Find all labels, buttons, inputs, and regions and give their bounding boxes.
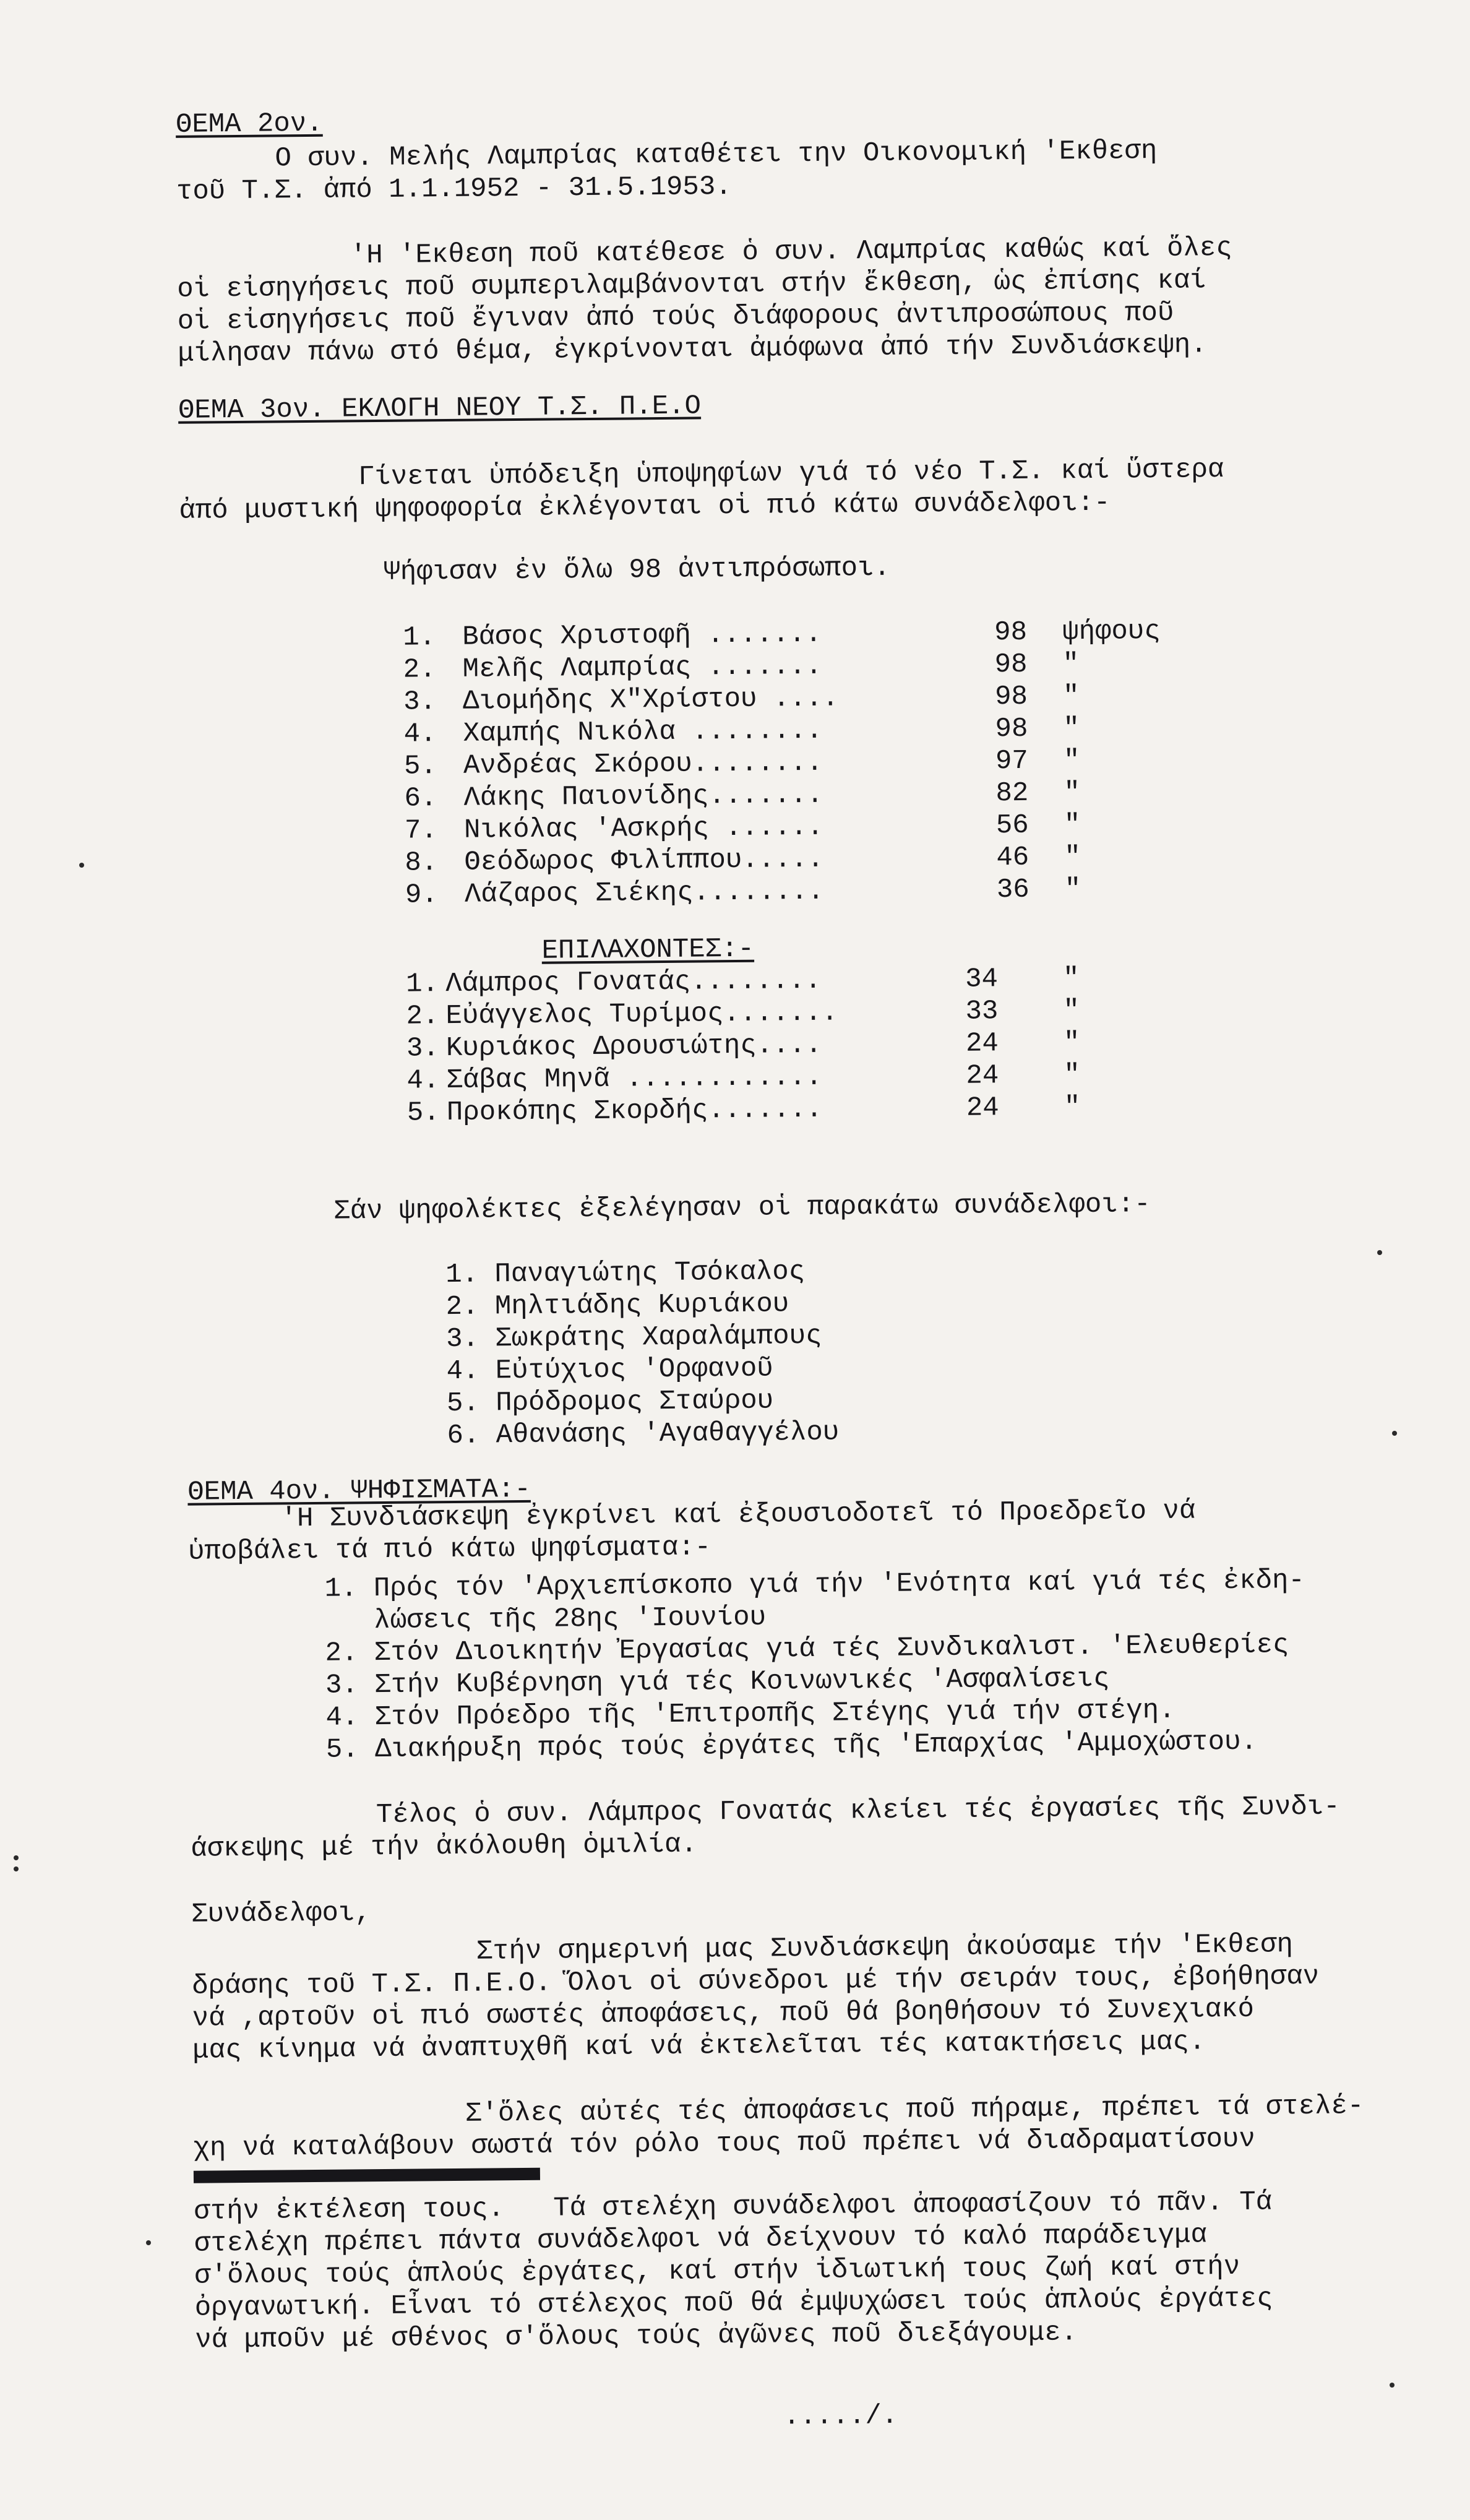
speech-3b: στελέχη πρέπει πάντα συνάδελφοι νά δείχνουν τό καλό παράδειγμα — [194, 2219, 1208, 2259]
list-item: 1. Πρός τόν 'Αρχιεπίσκοπο γιά τήν 'Ενότητα καί γιά τές ἐκδη- — [324, 1564, 1305, 1605]
speech-1a: Στήν σημερινή μας Συνδιάσκεψη ἀκούσαμε τήν 'Εκθεση — [476, 1929, 1294, 1967]
theme2-heading: ΘΕΜΑ 2ον. — [175, 108, 323, 140]
theme2-para-1: 'Η 'Εκθεση ποῦ κατέθεσε ὁ συν. Λαμπρίας καθώς καί ὅλες — [350, 232, 1232, 272]
theme2-para-3: οἱ εἰσηγήσεις ποῦ ἔγιναν ἀπό τούς διάφορους ἀντιπροσώπους ποῦ — [177, 297, 1174, 337]
salutation: Συνάδελφοι, — [191, 1897, 371, 1930]
scan-speck — [1377, 1250, 1382, 1255]
theme4-heading: ΘΕΜΑ 4ον. ΨΗΦΙΣΜΑΤΑ:- — [187, 1474, 531, 1508]
scan-speck — [79, 863, 84, 868]
list-item: 2. Εὐάγγελος Τυρίμος....... 33 " — [406, 995, 1080, 1032]
list-item: λώσεις τῆς 28ης 'Ιουνίου — [324, 1602, 767, 1637]
list-item: 5. Προκόπης Σκορδής....... 24 " — [406, 1092, 1081, 1129]
elected-list — [403, 615, 1163, 912]
list-item: 1. Παναγιώτης Τσόκαλος — [445, 1256, 806, 1291]
list-item: 5. Ανδρέας Σκόρου........ 97 " — [403, 745, 1080, 782]
speech-3c: σ'ὅλους τούς ἁπλούς ἐργάτες, καί στήν ἰδιωτική τους ζωή καί στήν — [194, 2251, 1240, 2292]
list-item: 2. Στόν Διοικητήν Ἐργασίας γιά τές Συνδικαλιστ. 'Ελευθερίες — [325, 1629, 1289, 1669]
speech-3a: στήν ἐκτέλεση τους. Τά στελέχη συνάδελφοι ἀποφασίζουν τό πᾶν. Τά — [194, 2186, 1273, 2227]
speech-1b: δράσης τοῦ Τ.Σ. Π.Ε.Ο. Ὅλοι οἱ σύνεδροι μέ τήν σειράν τους, ἐβοήθησαν — [192, 1961, 1320, 2002]
alternates-list — [406, 962, 1081, 1129]
list-item: 1. Βάσος Χριστοφῆ ....... 98 ψήφους — [403, 615, 1161, 654]
speech-1d: μας κίνημα νά ἀναπτυχθῆ καί νά ἐκτελεῖται τές κατακτήσεις μας. — [192, 2026, 1206, 2066]
speech-2b: χη νά καταλάβουν σωστά τόν ρόλο τους ποῦ πρέπει νά διαδραματίσουν — [193, 2123, 1255, 2164]
speech-2a: Σ'ὅλες αὐτές τές ἀποφάσεις ποῦ πήραμε, πρέπει τά στελέ- — [465, 2091, 1364, 2129]
theme4-intro-1: 'Η Συνδιάσκεψη ἐγκρίνει καί ἐξουσιοδοτεῖ τό Προεδρεῖο νά — [280, 1495, 1196, 1535]
list-item: 1. Λάμπρος Γονατάς........ 34 " — [405, 963, 1080, 1000]
theme2-line1: Ο συν. Μελής Λαμπρίας καταθέτει την Οικονομική 'Εκθεση — [275, 135, 1158, 175]
theme2-line2: τοῦ Τ.Σ. ἀπό 1.1.1952 - 31.5.1953. — [176, 171, 732, 207]
list-item: 9. Λάζαρος Σιέκης........ 36 " — [405, 874, 1081, 911]
theme3-para-2: ἀπό μυστική ψηφοφορία ἐκλέγονται οἱ πιό κάτω συνάδελφοι:- — [179, 487, 1111, 527]
list-item: 4. Σάβας Μηνᾶ ............ 24 " — [406, 1059, 1081, 1097]
scan-speck — [1390, 2383, 1395, 2388]
scan-speck — [14, 1855, 19, 1860]
list-item: 8. Θεόδωρος Φιλίππου..... 46 " — [405, 842, 1081, 879]
list-item: 5. Πρόδρομος Σταύρου — [446, 1385, 774, 1420]
list-item: 3. Σωκράτης Χαραλάμπους — [445, 1320, 822, 1355]
list-item: 3. Διομήδης Χ"Χρίστου .... 98 " — [403, 681, 1080, 718]
closing-2: άσκεψης μέ τήν ἀκόλουθη ὁμιλία. — [191, 1829, 698, 1865]
scan-speck — [14, 1866, 19, 1871]
list-item: 4. Εὐτύχιος 'Ορφανοῦ — [446, 1353, 773, 1387]
closing-1: Τέλος ὁ συν. Λάμπρος Γονατάς κλείει τές ἐργασίες τῆς Συνδι- — [376, 1791, 1340, 1831]
list-item: 4. Χαμπής Νικόλα ........ 98 " — [403, 713, 1080, 750]
theme3-voted: Ψήφισαν ἐν ὅλω 98 ἀντιπρόσωποι. — [384, 552, 891, 588]
scan-speck — [1392, 1431, 1397, 1436]
list-item: 6. Λάκης Παιονίδης....... 82 " — [404, 777, 1081, 814]
list-item: 5. Διακήρυξη πρός τούς ἐργάτες τῆς 'Επαρχίας 'Αμμοχώστου. — [325, 1726, 1258, 1766]
speech-3e: νά μποῦν μέ σθένος σ'ὅλους τούς ἀγῶνες ποῦ διεξάγουμε. — [195, 2317, 1078, 2356]
scan-speck — [146, 2240, 151, 2245]
theme2-para-2: οἱ εἰσηγήσεις ποῦ συμπεριλαμβάνονται στήν ἔκθεση, ὡς ἐπίσης καί — [177, 265, 1206, 305]
list-item: 2. Μηλτιάδης Κυριάκου — [445, 1288, 789, 1323]
struck-out-line — [194, 2168, 540, 2183]
speech-1c: νά ,αρτοῦν οἱ πιό σωστές ἀποφάσεις, ποῦ θά βοηθήσουν τό Συνεχιακό — [192, 1993, 1255, 2034]
speech-3d: ὀργανωτική. Εἶναι τό στέλεχος ποῦ θά ἐμψυχώσει τούς ἁπλούς ἐργάτες — [194, 2283, 1273, 2324]
vote-counters-intro: Σάν ψηφολέκτες ἐξελέγησαν οἱ παρακάτω συνάδελφοι:- — [333, 1189, 1151, 1227]
list-item: 2. Μελῆς Λαμπρίας ....... 98 " — [403, 649, 1080, 686]
theme4-intro-2: ὑποβάλει τά πιό κάτω ψηφίσματα:- — [187, 1532, 711, 1568]
continuation-mark: ...../. — [783, 2400, 898, 2433]
list-item: 7. Νικόλας 'Ασκρής ...... 56 " — [404, 809, 1081, 847]
theme2-para-4: μίλησαν πάνω στό θέμα, ἐγκρίνονται ἀμόφωνα ἀπό τήν Συνδιάσκεψη. — [178, 329, 1207, 369]
list-item: 6. Αθανάσης 'Αγαθαγγέλου — [447, 1417, 840, 1452]
list-item: 4. Στόν Πρόεδρο τῆς 'Επιτροπῆς Στέγης γιά τήν στέγη. — [325, 1694, 1176, 1733]
alternates-heading: ΕΠΙΛΑΧΟΝΤΕΣ:- — [541, 933, 755, 967]
theme3-heading: ΘΕΜΑ 3ον. ΕΚΛΟΓΗ ΝΕΟΥ Τ.Σ. Π.Ε.Ο — [178, 391, 702, 426]
list-item: 3. Κυριάκος Δρουσιώτης.... 24 " — [406, 1027, 1080, 1064]
theme3-para-1: Γίνεται ὑπόδειξη ὑποψηφίων γιά τό νέο Τ.Σ. καί ὕστερα — [358, 454, 1224, 493]
list-item: 3. Στήν Κυβέρνηση γιά τές Κοινωνικές 'Ασφαλίσεις — [325, 1663, 1110, 1701]
